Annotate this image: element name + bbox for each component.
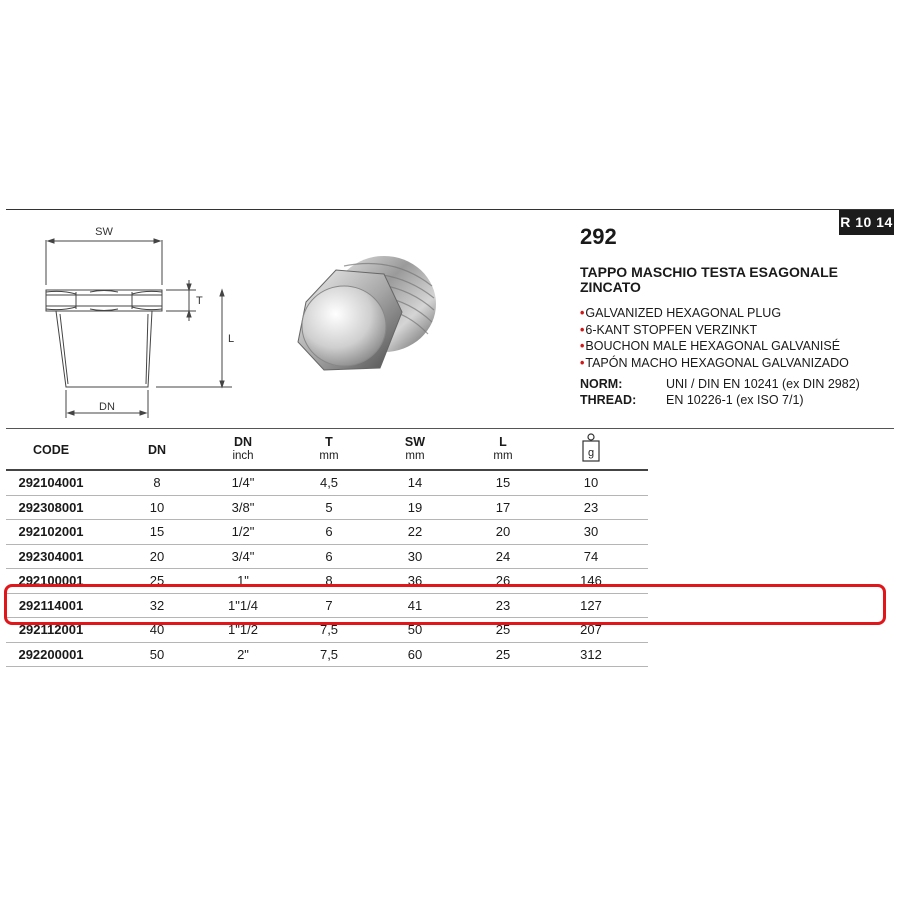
table-row [6, 643, 648, 668]
col-header-sw: SW mm [404, 435, 426, 462]
dn-label: DN [99, 401, 115, 413]
translations-list [580, 305, 849, 371]
cell-code: 292308001 [18, 499, 84, 515]
svg-text:g: g [587, 447, 595, 459]
spec-key: NORM: [580, 377, 623, 391]
top-divider [6, 209, 894, 210]
col-header-weight [581, 433, 601, 466]
table-cell: 15 [149, 524, 165, 539]
table-cell: 25 [149, 573, 165, 588]
sw-label: SW [95, 226, 113, 238]
spec-row-thread [580, 392, 860, 408]
table-cell: 3/4" [231, 548, 255, 564]
translation-item: •TAPÓN MACHO HEXAGONAL GALVANIZADO [580, 355, 849, 370]
table-body [6, 471, 648, 667]
table-cell: 6 [325, 548, 333, 564]
col-header-dn-inch: DN inch [232, 435, 254, 462]
table-cell: 22 [407, 524, 423, 539]
table-cell: 20 [495, 524, 511, 539]
bullet-icon: • [580, 339, 585, 353]
l-label: L [228, 333, 235, 345]
cell-code: 292200001 [18, 646, 84, 662]
dimensions-table [6, 433, 648, 667]
table-cell: 30 [407, 548, 423, 564]
translation-item: •BOUCHON MALE HEXAGONAL GALVANISÉ [580, 339, 841, 353]
table-cell: 207 [580, 622, 602, 637]
table-cell: 146 [580, 573, 602, 588]
table-cell: 24 [495, 548, 511, 564]
table-cell: 3/8" [231, 499, 255, 515]
table-row [6, 496, 648, 521]
col-header-dn: DN [147, 443, 167, 457]
table-cell: 14 [407, 475, 423, 490]
table-cell: 25 [495, 646, 511, 662]
table-cell: 1/2" [231, 524, 255, 539]
table-cell: 41 [407, 597, 423, 613]
table-cell: 23 [583, 499, 599, 515]
table-cell: 19 [407, 499, 423, 515]
table-header [6, 433, 648, 471]
catalog-reference-badge: R 10 14 [839, 210, 894, 235]
t-label: T [196, 295, 203, 307]
table-cell: 1/4" [231, 475, 255, 490]
cell-code: 292100001 [18, 573, 84, 588]
product-photo [284, 246, 454, 396]
spec-key: THREAD: [580, 393, 637, 407]
bullet-icon: • [580, 306, 585, 320]
table-cell: 40 [149, 622, 165, 637]
table-row [6, 471, 648, 496]
table-cell: 8 [153, 475, 161, 490]
table-cell: 50 [149, 646, 165, 662]
spec-value: UNI / DIN EN 10241 (ex DIN 2982) [666, 377, 860, 391]
product-code: 292 [580, 224, 617, 249]
col-header-code: CODE [32, 443, 70, 457]
table-row [6, 520, 648, 545]
technical-drawing [0, 215, 260, 425]
highlighted-row-outline [4, 584, 886, 625]
cell-code: 292304001 [18, 548, 84, 564]
table-cell: 17 [495, 499, 511, 515]
table-cell: 23 [495, 597, 511, 613]
table-cell: 1"1/2 [228, 622, 258, 637]
section-divider [6, 428, 894, 429]
table-cell: 7,5 [319, 646, 339, 662]
spec-value: EN 10226-1 (ex ISO 7/1) [666, 393, 804, 407]
table-cell: 127 [580, 597, 602, 613]
table-cell: 7 [325, 597, 333, 613]
table-cell: 20 [149, 548, 165, 564]
table-cell: 60 [407, 646, 423, 662]
col-header-l: L mm [493, 435, 513, 462]
table-cell: 5 [325, 499, 333, 515]
product-title: TAPPO MASCHIO TESTA ESAGONALE ZINCATO [580, 264, 838, 295]
table-cell: 7,5 [319, 622, 339, 637]
table-row [6, 545, 648, 570]
table-cell: 1"1/4 [228, 597, 258, 613]
bullet-icon: • [580, 355, 585, 370]
table-cell: 30 [583, 524, 599, 539]
translation-item: •6-KANT STOPFEN VERZINKT [580, 322, 758, 337]
table-cell: 32 [149, 597, 165, 613]
table-cell: 1" [237, 573, 249, 588]
bullet-icon: • [580, 322, 585, 337]
table-cell: 10 [149, 499, 165, 515]
spec-list [580, 376, 860, 408]
table-cell: 4,5 [319, 475, 339, 490]
weight-icon [581, 433, 601, 463]
spec-row-norm [580, 376, 860, 392]
table-cell: 36 [407, 573, 423, 588]
table-cell: 8 [325, 573, 333, 588]
table-cell: 312 [580, 646, 602, 662]
table-cell: 50 [407, 622, 423, 637]
table-cell: 2" [237, 646, 249, 662]
table-cell: 15 [495, 475, 511, 490]
table-cell: 6 [325, 524, 333, 539]
table-cell: 10 [583, 475, 599, 490]
col-header-t: T mm [319, 435, 339, 462]
cell-code: 292104001 [18, 475, 84, 490]
cell-code: 292114001 [18, 597, 84, 613]
translation-item: •GALVANIZED HEXAGONAL PLUG [580, 306, 782, 320]
cell-code: 292112001 [18, 622, 84, 637]
cell-code: 292102001 [18, 524, 84, 539]
table-cell: 74 [583, 548, 599, 564]
table-cell: 26 [495, 573, 511, 588]
table-cell: 25 [495, 622, 511, 637]
